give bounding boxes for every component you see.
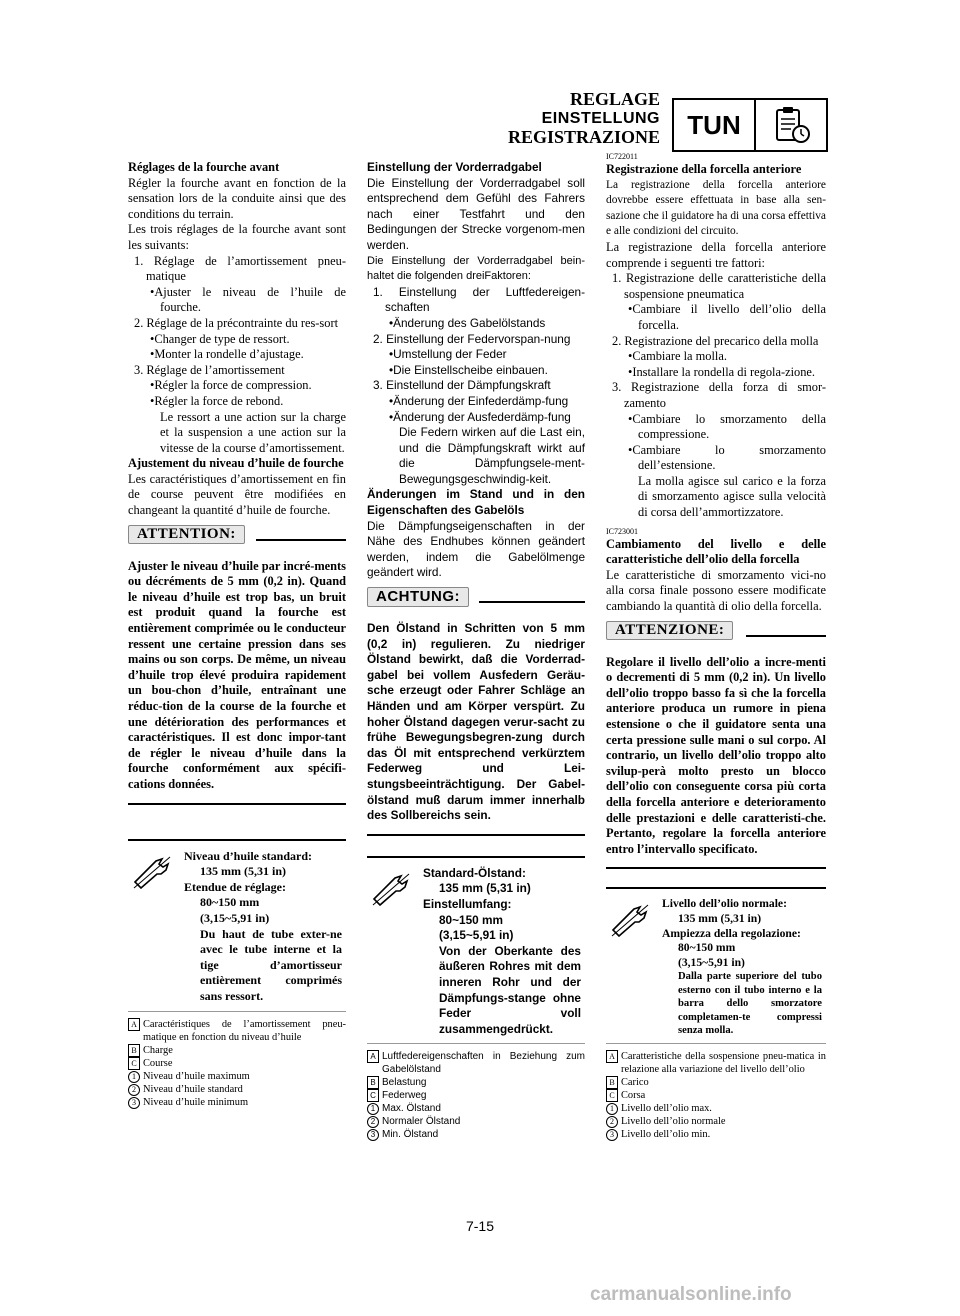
divider (256, 539, 346, 541)
title-it: REGISTRAZIONE (507, 127, 660, 147)
spec-line: (3,15~5,91 in) (200, 910, 270, 925)
paragraph: Die Einstellung der Vorderradgabel bein-haltet die folgenden dreiFaktoren: (367, 254, 585, 283)
caution-text: Regolare il livello dell’olio a incre-menti o decrementi di 5 mm (0,2 in). Un livello dell’olio troppo basso fa sì che la forcella anteriore produca un rumore in piena estensione o che il guidatore senta una certa pressione sulle mani o sul corpo. Al contrario, un livello dell’olio troppo alto svilup-perà molto presto un blocco dell’olio con conseguente corsa più corta della forcella anteriore e deterioramento delle prestazioni e delle caratteristi-che. Pertanto, regolare la forcella anteriore entro l’intervallo specificato. (606, 654, 826, 856)
legend-item: 3 Min. Ölstand (367, 1128, 585, 1141)
spec-line: 80~150 mm (439, 912, 503, 927)
spec-line: Etendue de réglage: (184, 879, 286, 894)
page-number: 7-15 (465, 1218, 495, 1234)
bullet-item: •Cambiare lo smorzamento dell’estensione. (628, 442, 826, 473)
wrench-icon (610, 903, 650, 942)
column-german (367, 160, 585, 1141)
divider (746, 635, 826, 637)
paragraph: Die Dämpfungseigenschaften in der Nähe des Endhubes können geändert werden, indem die Gabelölmenge geändert wird. (367, 518, 585, 580)
spec-line: 80~150 mm (200, 895, 260, 910)
note-text: Le ressort a une action sur la charge et la suspension a une action sur la vitesse de la course d’amortissement. (160, 409, 346, 455)
caution-label: ACHTUNG: (367, 587, 469, 607)
spec-line: Dalla parte superiore del tubo esterno con il tubo interno e la barra dello smorzatore completamen-te compressi senza molla. (678, 971, 822, 1036)
title-de: EINSTELLUNG (541, 110, 660, 127)
spec-line: Livello dell’olio normale: (662, 897, 787, 911)
spec-box (367, 856, 585, 1045)
list-item: 2. Einstellung der Federvorspan-nung (373, 331, 571, 346)
tun-label: TUN (674, 100, 756, 150)
legend-item: 2 Livello dell’olio normale (606, 1115, 826, 1128)
legend-item: 1 Niveau d’huile maximum (128, 1070, 346, 1083)
divider (479, 601, 585, 603)
spec-line: Du haut de tube exter-ne avec le tube interne et la tige d’amortisseur entièrement comprimés sans ressort. (200, 926, 342, 1003)
legend-item: A Caratteristiche della sospensione pneu-matica in relazione alla variazione del livello dell’olio (606, 1050, 826, 1076)
paragraph: Les trois réglages de la fourche avant sont les suivants: (128, 222, 346, 252)
paragraph: Régler la fourche avant en fonction de la sensation lors de la conduite ainsi que des conditions du terrain. (128, 175, 346, 221)
caution-text: Den Ölstand in Schritten von 5 mm (0,2 in) regulieren. Zu niedriger Ölstand bewirkt, daß die Vorderrad-gabel bei vollem Ausfedern Geräu-sche erzeugt oder Fahrer Schläge an Händen und am Körper verspürt. Zu hoher Ölstand dagegen verur-sacht zu frühe Bewegungsbegren-zung durch das Öl mit entsprechend verkürztem Federweg und Lei-stungsbeeinträchtigung. Der Gabel-ölstand muß darum immer innerhalb des Sollbereichs sein. (367, 621, 585, 823)
tun-badge (672, 98, 828, 152)
paragraph: La registrazione della forcella anteriore comprende i seguenti tre fattori: (606, 239, 826, 270)
heading-fork-settings: Einstellung der Vorderradgabel (367, 160, 542, 174)
section-code: IC722011 (606, 152, 638, 161)
bullet-item: •Cambiare la molla. (628, 349, 727, 364)
legend-item: 1 Max. Ölstand (367, 1102, 585, 1115)
wrench-icon (371, 872, 411, 911)
spec-line: 80~150 mm (678, 941, 736, 955)
legend-item: A Caractéristiques de l’amortissement pneu-matique en fonction du niveau d’huile (128, 1018, 346, 1044)
spec-line: Ampiezza della regolazione: (662, 926, 801, 940)
spec-line: Niveau d’huile standard: (184, 848, 313, 863)
spec-line: 135 mm (5,31 in) (439, 881, 531, 896)
heading-fork-settings: Réglages de la fourche avant (128, 160, 280, 174)
list-item: 1. Einstellung der Luftfedereigen-schaften (373, 284, 585, 315)
bullet-item: •Änderung des Gabelölstands (389, 315, 546, 330)
legend-item: 2 Normaler Ölstand (367, 1115, 585, 1128)
bullet-item: •Cambiare lo smorzamento della compressione. (628, 411, 826, 442)
caution-label: ATTENZIONE: (606, 621, 733, 641)
legend (128, 1018, 346, 1109)
list-item: 3. Einstellund der Dämpfungskraft (373, 378, 551, 393)
caution-header (367, 587, 585, 617)
heading-oil-level: Cambiamento del livello e delle caratteristiche dell’olio della forcella (606, 536, 826, 567)
list-item: 2. Réglage de la précontrainte du res-sort (134, 315, 339, 330)
legend-item: A Luftfedereigenschaften in Beziehung zum Gabelölstand (367, 1050, 585, 1076)
bullet-item: •Régler la force de compression. (150, 378, 312, 393)
bullet-item: •Régler la force de rebond. (150, 393, 284, 408)
legend-item: C Corsa (606, 1089, 826, 1102)
caution-header (606, 621, 826, 651)
list-item: 3. Registrazione della forza di smor-zamento (612, 380, 826, 410)
spec-line: 135 mm (5,31 in) (200, 864, 286, 879)
list-item: 1. Registrazione delle caratteristiche della sospensione pneumatica (612, 271, 826, 301)
section-code: IC723001 (606, 526, 638, 536)
legend-item: 3 Livello dell’olio min. (606, 1128, 826, 1141)
divider (367, 834, 585, 836)
heading-oil-level: Ajustement du niveau d’huile de fourche (128, 456, 344, 471)
heading-fork-settings: Registrazione della forcella anteriore (606, 162, 802, 176)
spec-line: (3,15~5,91 in) (678, 955, 745, 969)
spec-line: 135 mm (5,31 in) (678, 911, 762, 925)
bullet-item: •Änderung der Ausfederdämp-fung (389, 409, 571, 424)
legend-item: 1 Livello dell’olio max. (606, 1102, 826, 1115)
spec-box (128, 839, 346, 1012)
list-item: 1. Réglage de l’amortissement pneu-matique (134, 253, 346, 284)
legend-item: B Carico (606, 1076, 826, 1089)
legend (367, 1050, 585, 1141)
column-french (128, 160, 346, 1109)
bullet-item: •Changer de type de ressort. (150, 331, 290, 346)
legend-item: C Course (128, 1057, 346, 1070)
note-text: Die Federn wirken auf die Last ein, und die Dämpfungskraft wirkt auf die Dämpfungsele-ment-Bewegungsgeschwindig-keit. (399, 425, 585, 486)
caution-label: ATTENTION: (128, 525, 245, 545)
spec-line: Von der Oberkante des äußeren Rohres mit dem inneren Rohr und der Dämpfungs-stange ohne Feder voll zusammengedrückt. (439, 943, 581, 1036)
caution-text: Ajuster le niveau d’huile par incré-ments ou décréments de 5 mm (0,2 in). Quand le niveau d’huile est trop bas, un bruit est produit quand la fourche est entièrement comprimée ou le conducteur ressent une certaine pression dans ses mains ou son corps. De même, un niveau d’huile trop élevé produira rapidement un bou-chon d’huile, entraînant une réduc-tion de la course de la fourche et une détérioration des performances et caractéristiques. Il est donc impor-tant de régler le niveau d’huile dans la fourche conformément aux spécifi-cations données. (128, 558, 346, 791)
paragraph: La registrazione della forcella anteriore dovrebbe essere effettuata in base alla sen-sazione che il guidatore ha di una corsa effettiva e alle condizioni del circuito. (606, 178, 826, 238)
wrench-icon (132, 855, 172, 894)
bullet-item: •Ajuster le niveau de l’huile de fourche. (150, 284, 346, 315)
spec-line: Einstellumfang: (423, 896, 512, 911)
paragraph: Les caractéristiques d’amortissement en fin de course peuvent être modifiées en changeant la quantité d’huile de fourche. (128, 471, 346, 518)
bullet-item: •Änderung der Einfederdämp-fung (389, 393, 569, 408)
bullet-item: •Cambiare il livello dell’olio della forcella. (628, 302, 826, 332)
bullet-item: •Umstellung der Feder (389, 347, 507, 362)
bullet-item: •Die Einstellscheibe einbauen. (389, 362, 548, 377)
legend-item: B Belastung (367, 1076, 585, 1089)
spec-line: (3,15~5,91 in) (439, 928, 514, 943)
divider (606, 867, 826, 869)
column-italian (606, 152, 826, 1141)
list-item: 3. Réglage de l’amortissement (134, 362, 285, 377)
bullet-item: •Monter la rondelle d’ajustage. (150, 347, 304, 362)
divider (128, 803, 346, 805)
legend-item: B Charge (128, 1044, 346, 1057)
bullet-item: •Installare la rondella di regola-zione. (628, 364, 816, 379)
spec-line: Standard-Ölstand: (423, 865, 526, 880)
note-text: La molla agisce sul carico e la forza di smorzamento agisce sulla velocità di corsa dell’ammortizzatore. (638, 473, 826, 520)
title-fr: REGLAGE (569, 89, 660, 109)
legend-item: C Federweg (367, 1089, 585, 1102)
list-item: 2. Registrazione del precarico della molla (612, 333, 819, 348)
legend-item: 3 Niveau d’huile minimum (128, 1096, 346, 1109)
watermark: carmanualsonline.info (590, 1284, 792, 1305)
heading-oil-level: Änderungen im Stand und in den Eigenschaften des Gabelöls (367, 487, 585, 518)
legend (606, 1050, 826, 1141)
spec-box (606, 887, 826, 1044)
paragraph: Le caratteristiche di smorzamento vici-no alla corsa finale possono essere modificate cambiando la quantità di olio della forcella. (606, 567, 826, 614)
paragraph: Die Einstellung der Vorderradgabel soll entsprechend dem Gefühl des Fahrers nach einer Testfahrt und den Bedingungen der Strecke vorgenom-men werden. (367, 175, 585, 252)
legend-item: 2 Niveau d’huile standard (128, 1083, 346, 1096)
clipboard-stopwatch-icon (756, 100, 826, 150)
section-titles (460, 90, 660, 147)
caution-header (128, 525, 346, 555)
